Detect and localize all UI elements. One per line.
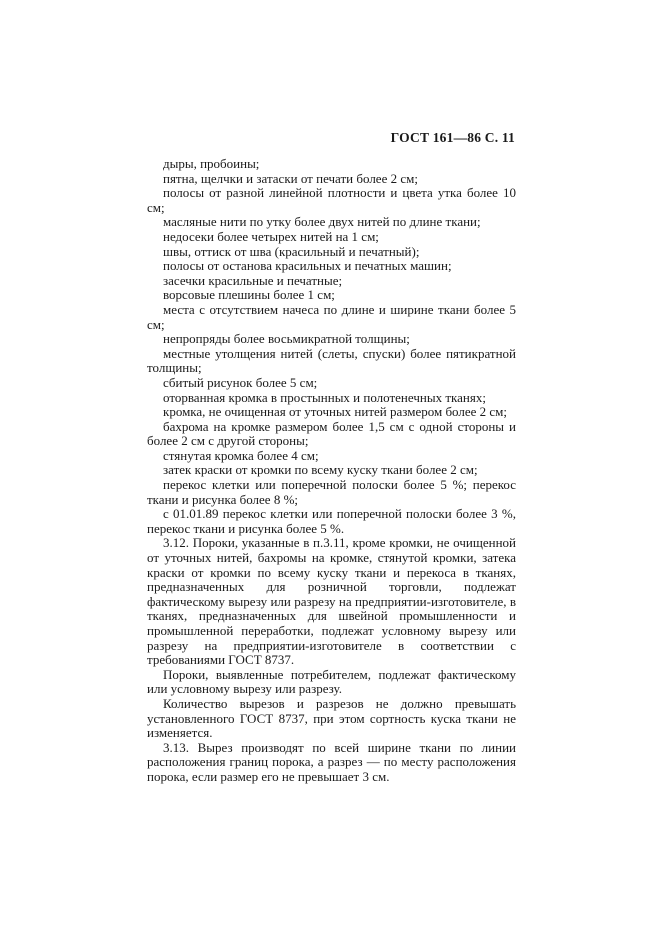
paragraph: полосы от разной линейной плотности и цвета утка более 10 см; — [147, 185, 516, 215]
paragraph: пятна, щелчки и затаски от печати более 2 см; — [163, 170, 418, 186]
paragraph: швы, оттиск от шва (красильный и печатный); — [163, 243, 420, 259]
paragraph: места с отсутствием начеса по длине и ширине ткани более 5 см; — [147, 301, 516, 332]
paragraph: затек краски от кромки по всему куску ткани более 2 см; — [163, 462, 478, 478]
paragraph: стянутая кромка более 4 см; — [163, 447, 319, 463]
document-body — [147, 157, 516, 785]
paragraph: дыры, пробоины; — [163, 156, 260, 171]
paragraph: местные утолщения нитей (слеты, спуски) более пятикратной толщины; — [147, 345, 516, 376]
section-3-12: 3.12. Пороки, указанные в п.3.11, кроме кромки, не очищенной от уточных нитей, бахромы на кромке, стянутой кромки, затека краски от кромки по всему куску ткани и перекоса в тканях, предназначенных для розничной торговли, подлежат фактическому вырезу или разрезу на предприятии-изготовителе, в тканях, предназначенных для швейной промышленности и промышленной переработки, подлежат условному вырезу или разрезу на предприятии-изготовителе в соответствии с требованиями ГОСТ 8737. — [147, 535, 516, 668]
paragraph: ворсовые плешины более 1 см; — [163, 287, 335, 303]
paragraph: засечки красильные и печатные; — [163, 272, 343, 288]
paragraph: кромка, не очищенная от уточных нитей размером более 2 см; — [163, 404, 508, 420]
paragraph: полосы от останова красильных и печатных машин; — [163, 258, 452, 274]
paragraph: с 01.01.89 перекос клетки или поперечной полоски более 3 %, перекос ткани и рисунка более 5 %. — [147, 506, 516, 536]
paragraph: масляные нити по утку более двух нитей по длине ткани; — [163, 214, 481, 230]
paragraph: оторванная кромка в простынных и полотенечных тканях; — [163, 389, 486, 405]
paragraph: непропряды более восьмикратной толщины; — [163, 331, 410, 347]
section-3-13: 3.13. Вырез производят по всей ширине ткани по линии расположения границ порока, а разрез — по месту расположения порока, если размер его не превышает 3 см. — [147, 739, 516, 784]
paragraph: бахрома на кромке размером более 1,5 см с одной стороны и более 2 см с другой стороны; — [147, 418, 516, 449]
paragraph: Пороки, выявленные потребителем, подлежат фактическому или условному вырезу или разрезу. — [147, 666, 516, 697]
paragraph: недосеки более четырех нитей на 1 см; — [163, 228, 379, 244]
paragraph: Количество вырезов и разрезов не должно превышать установленного ГОСТ 8737, при этом сортность куска ткани не изменяется. — [147, 695, 516, 741]
page-header: ГОСТ 161—86 С. 11 — [390, 130, 515, 145]
paragraph: перекос клетки или поперечной полоски более 5 %; перекос ткани и рисунка более 8 %; — [147, 477, 516, 507]
paragraph: сбитый рисунок более 5 см; — [163, 374, 318, 390]
